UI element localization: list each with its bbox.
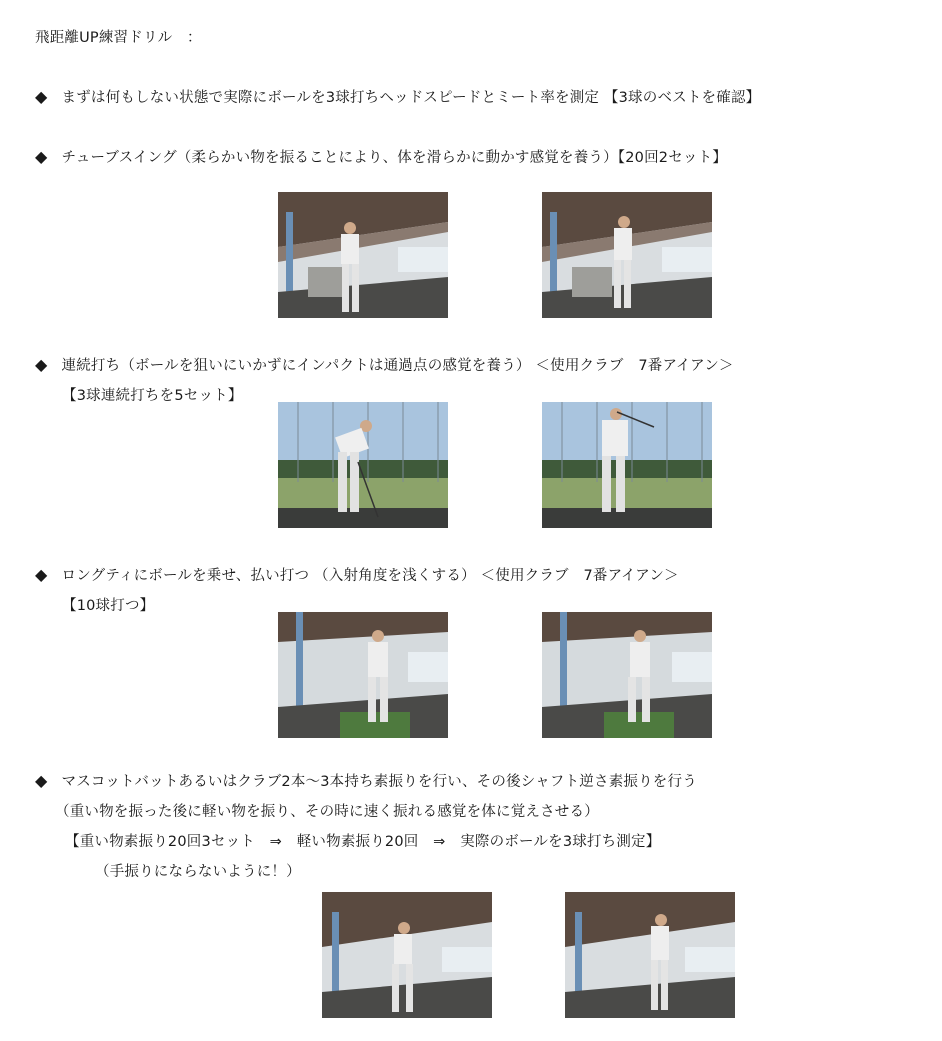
page-title: 飛距離UP練習ドリル ： <box>35 30 202 46</box>
drill-4-count: 【10球打つ】 <box>62 598 155 614</box>
drill-2 <box>35 146 727 167</box>
drill-3 <box>35 354 734 375</box>
golfer-photo <box>278 192 448 318</box>
golfer-photo <box>565 892 735 1018</box>
bullet-diamond-icon: ◆ <box>35 355 48 374</box>
bullet-diamond-icon: ◆ <box>35 147 48 166</box>
bullet-diamond-icon: ◆ <box>35 87 48 106</box>
drill-5-note: （重い物を振った後に軽い物を振り、その時に速く振れる感覚を体に覚えさせる） <box>55 804 599 820</box>
drill-1 <box>35 86 760 107</box>
bullet-diamond-icon: ◆ <box>35 771 48 790</box>
golfer-photo <box>542 612 712 738</box>
golfer-photo <box>542 402 712 528</box>
drill-4 <box>35 564 679 585</box>
drill-5-text: マスコットバットあるいはクラブ2本～3本持ち素振りを行い、その後シャフト逆さ素振りを行う <box>61 774 697 790</box>
drill-5 <box>35 770 697 791</box>
golfer-photo <box>542 192 712 318</box>
golfer-photo <box>278 612 448 738</box>
bullet-diamond-icon: ◆ <box>35 565 48 584</box>
drill-3-sets: 【3球連続打ちを5セット】 <box>62 388 243 404</box>
golfer-photo <box>322 892 492 1018</box>
golfer-photo <box>278 402 448 528</box>
drill-1-text: まずは何もしない状態で実際にボールを3球打ちヘッドスピードとミート率を測定 【3球のベストを確認】 <box>61 90 761 106</box>
drill-3-text: 連続打ち（ボールを狙いにいかずにインパクトは通過点の感覚を養う） ＜使用クラブ 7番アイアン＞ <box>61 358 734 374</box>
drill-5-caution: （手振りにならないように！） <box>95 864 301 880</box>
drill-4-text: ロングティにボールを乗せ、払い打つ （入射角度を浅くする） ＜使用クラブ 7番アイアン＞ <box>61 568 679 584</box>
drill-5-sequence: 【重い物素振り20回3セット ⇒ 軽い物素振り20回 ⇒ 実際のボールを3球打ち測定】 <box>65 834 661 850</box>
drill-2-text: チューブスイング（柔らかい物を振ることにより、体を滑らかに動かす感覚を養う）【20回2セット】 <box>61 150 728 166</box>
